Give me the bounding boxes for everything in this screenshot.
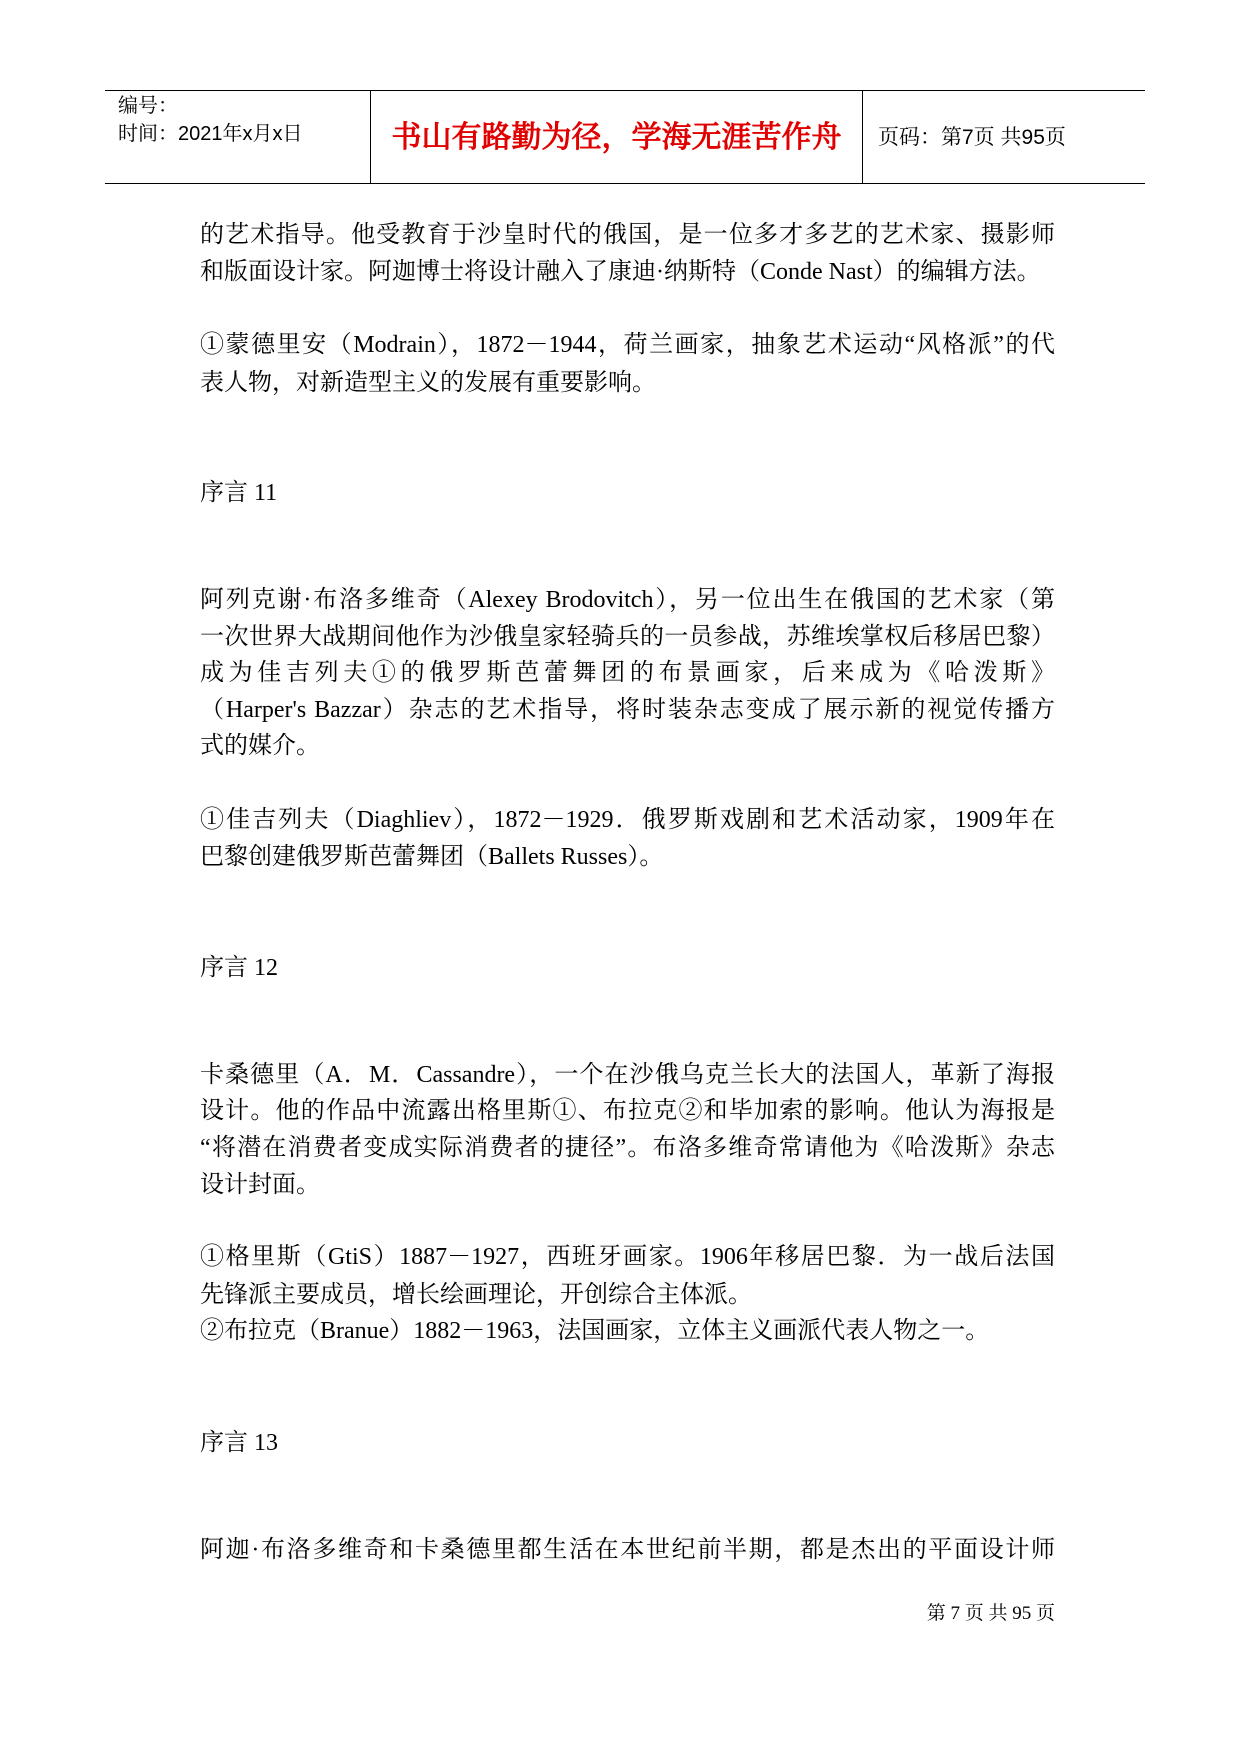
header-divider-right <box>862 90 863 184</box>
section-heading: 序言 13 <box>200 1430 278 1456</box>
page-footer: 第 7 页 共 95 页 <box>926 1603 1055 1624</box>
header-page-info: 页码：第7页 共95页 <box>878 126 1066 149</box>
body-line: 式的媒介。 <box>200 733 320 759</box>
header-top-rule <box>105 90 1145 91</box>
footnote-line: 先锋派主要成员，增长绘画理论，开创综合主体派。 <box>200 1282 752 1308</box>
section-heading: 序言 11 <box>200 480 278 506</box>
footnote-line: ②布拉克（Branue）1882－1963，法国画家，立体主义画派代表人物之一。 <box>200 1318 990 1344</box>
header-left-cell <box>118 92 366 148</box>
footnote-line: ①格里斯（GtiS）1887－1927，西班牙画家。1906年移居巴黎．为一战后法国 <box>200 1244 1055 1270</box>
body-line: “将潜在消费者变成实际消费者的捷径”。布洛多维奇常请他为《哈泼斯》杂志 <box>200 1135 1055 1161</box>
body-line: 卡桑德里（A．M．Cassandre），一个在沙俄乌克兰长大的法国人，革新了海报 <box>200 1062 1055 1088</box>
body-line: 的艺术指导。他受教育于沙皇时代的俄国，是一位多才多艺的艺术家、摄影师 <box>200 222 1055 248</box>
body-line: 设计封面。 <box>200 1172 320 1198</box>
body-line: 阿列克谢·布洛多维奇（Alexey Brodovitch），另一位出生在俄国的艺术家（第 <box>200 587 1055 613</box>
body-line: 一次世界大战期间他作为沙俄皇家轻骑兵的一员参战，苏维埃掌权后移居巴黎） <box>200 624 1055 650</box>
body-line: （Harper's Bazzar）杂志的艺术指导，将时装杂志变成了展示新的视觉传播方 <box>200 697 1055 723</box>
body-line: 设计。他的作品中流露出格里斯①、布拉克②和毕加索的影响。他认为海报是 <box>200 1098 1055 1124</box>
header-motto: 书山有路勤为径，学海无涯苦作舟 <box>391 121 842 154</box>
section-heading: 序言 12 <box>200 955 278 981</box>
body-line: 和版面设计家。阿迦博士将设计融入了康迪·纳斯特（Conde Nast）的编辑方法。 <box>200 259 1041 285</box>
document-number-label: 编号： <box>118 95 178 117</box>
footnote-line: 巴黎创建俄罗斯芭蕾舞团（Ballets Russes）。 <box>200 844 664 870</box>
footnote-line: 表人物，对新造型主义的发展有重要影响。 <box>200 370 656 396</box>
body-line: 成为佳吉列夫①的俄罗斯芭蕾舞团的布景画家，后来成为《哈泼斯》 <box>200 660 1055 686</box>
header-bottom-rule <box>105 183 1145 184</box>
footnote-line: ①蒙德里安（Modrain），1872－1944，荷兰画家，抽象艺术运动“风格派”的代 <box>200 332 1055 358</box>
document-time-label: 时间：2021年x月x日 <box>118 123 303 145</box>
footnote-line: ①佳吉列夫（Diaghliev），1872－1929．俄罗斯戏剧和艺术活动家，1909年在 <box>200 807 1055 833</box>
body-line: 阿迦·布洛多维奇和卡桑德里都生活在本世纪前半期，都是杰出的平面设计师 <box>200 1537 1055 1563</box>
